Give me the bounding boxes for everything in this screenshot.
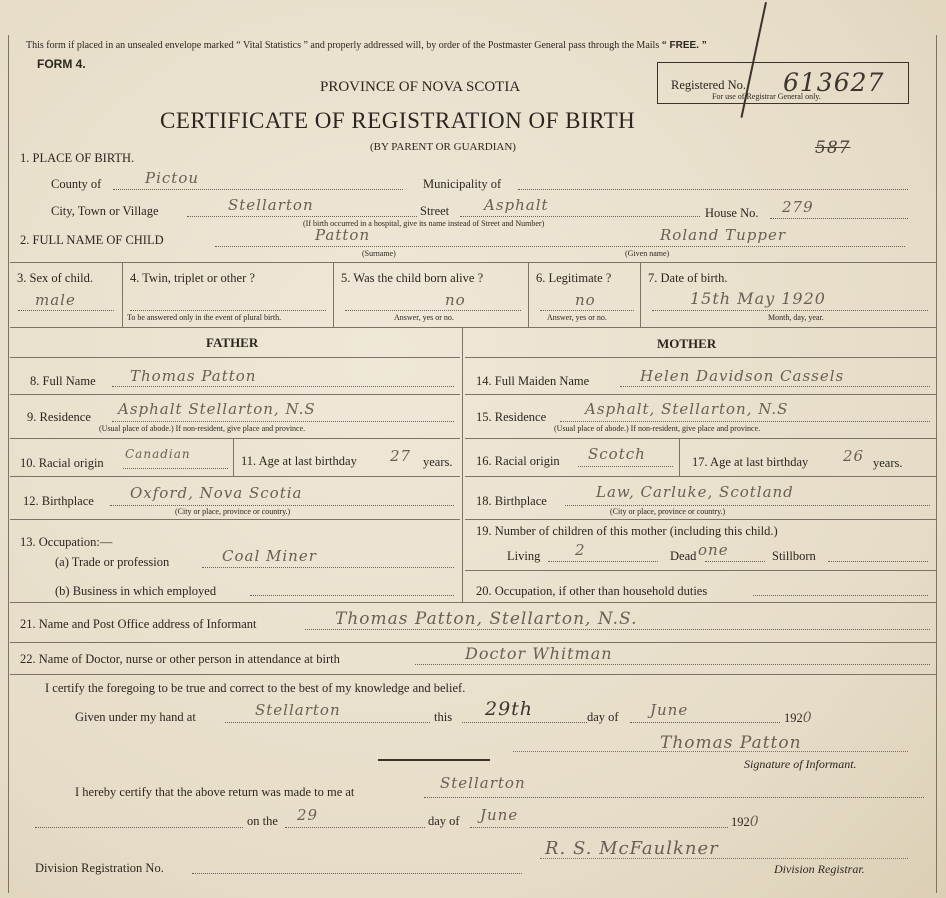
father-residence-line — [112, 421, 454, 422]
county-label: County of — [51, 177, 102, 191]
twin-line — [130, 310, 326, 311]
given-year-value: 0 — [802, 710, 813, 726]
mother-residence-note: (Usual place of abode.) If non-resident, give place and province. — [554, 424, 761, 433]
father-rule-12 — [10, 519, 460, 520]
divider-5-6 — [528, 262, 529, 327]
mother-residence-line — [560, 421, 930, 422]
registrar-day-label: day of — [428, 814, 460, 828]
living-value: 2 — [575, 541, 586, 559]
column-divider — [462, 327, 463, 602]
given-day-value: 29th — [485, 698, 534, 720]
trade-label: (a) Trade or profession — [55, 555, 170, 569]
left-border — [8, 35, 9, 893]
registered-label: Registered No. — [671, 78, 746, 92]
legitimate-line — [540, 310, 634, 311]
sex-value: male — [35, 291, 76, 309]
father-age-value: 27 — [390, 447, 412, 465]
dead-label: Dead — [670, 549, 697, 563]
registrar-text: I hereby certify that the above return was made to me at — [75, 785, 355, 799]
mother-racial-line — [578, 466, 673, 467]
certificate-subtitle: (BY PARENT OR GUARDIAN) — [370, 141, 516, 153]
living-label: Living — [507, 549, 541, 563]
stillborn-line — [828, 561, 928, 562]
mother-racial-label: 16. Racial origin — [476, 454, 560, 468]
informant-signature-label: Signature of Informant. — [744, 757, 857, 771]
dead-line — [705, 561, 765, 562]
rule-1 — [10, 262, 936, 263]
mother-birthplace-line — [565, 505, 930, 506]
mother-heading: MOTHER — [657, 336, 717, 351]
rule-3 — [10, 602, 936, 603]
given-place-value: Stellarton — [255, 701, 341, 719]
child-given-name: Roland Tupper — [660, 226, 787, 244]
division-registrar-label: Division Registrar. — [774, 862, 865, 876]
mother-birthplace-note: (City or place, province or country.) — [610, 507, 726, 516]
legitimate-note: Answer, yes or no. — [547, 313, 607, 322]
mother-name-line — [620, 386, 930, 387]
given-month-value: June — [650, 701, 689, 719]
registered-note: For use of Registrar General only. — [712, 92, 821, 101]
mother-rule-18 — [465, 519, 936, 520]
father-residence-value: Asphalt Stellarton, N.S — [118, 400, 316, 418]
postal-notice-text: This form if placed in an unsealed envelope marked “ Vital Statistics ” and properly addressed will, by order of the Postmaster General pass through the Mails — [26, 40, 660, 51]
rule-4 — [10, 642, 936, 643]
given-year — [784, 710, 813, 726]
mother-age-label: 17. Age at last birthday — [692, 455, 809, 469]
informant-line — [305, 629, 930, 630]
trade-value: Coal Miner — [222, 547, 317, 565]
on-label: on the — [247, 814, 278, 828]
mother-age-value: 26 — [843, 447, 865, 465]
county-line — [113, 189, 403, 190]
separator-bar — [378, 759, 490, 761]
mother-rule-14 — [465, 394, 936, 395]
mother-racial-value: Scotch — [588, 445, 646, 463]
father-name-line — [112, 386, 454, 387]
father-residence-note: (Usual place of abode.) If non-resident, give place and province. — [99, 424, 306, 433]
place-of-birth-heading: 1. PLACE OF BIRTH. — [20, 151, 135, 165]
mother-rule-19 — [465, 570, 936, 571]
street-label: Street — [420, 204, 450, 218]
father-birthplace-label: 12. Birthplace — [23, 494, 94, 508]
street-line — [460, 216, 700, 217]
mother-residence-label: 15. Residence — [476, 410, 547, 424]
given-label: Given under my hand at — [75, 710, 196, 724]
father-age-label: 11. Age at last birthday — [241, 454, 357, 468]
registrar-place-value: Stellarton — [440, 774, 526, 792]
free-label: “ FREE. ” — [661, 40, 707, 51]
trade-line — [202, 567, 454, 568]
informant-signature-line — [513, 751, 908, 752]
registrar-month-value: June — [480, 806, 519, 824]
given-day-label: day of — [587, 710, 619, 724]
child-name-label: 2. FULL NAME OF CHILD — [20, 233, 164, 247]
father-name-label: 8. Full Name — [30, 374, 96, 388]
twin-label: 4. Twin, triplet or other ? — [130, 271, 255, 285]
child-surname: Patton — [315, 226, 371, 244]
doctor-line — [415, 664, 930, 665]
father-head-rule — [10, 357, 460, 358]
registrar-place-line — [424, 797, 924, 798]
mother-occupation-label: 20. Occupation, if other than household duties — [476, 584, 708, 598]
city-label: City, Town or Village — [51, 204, 159, 218]
divider-3-4 — [122, 262, 123, 327]
day-line — [462, 722, 587, 723]
divider-4-5 — [333, 262, 334, 327]
dob-line — [652, 310, 928, 311]
month-line — [630, 722, 780, 723]
mother-rule-16 — [465, 476, 936, 477]
given-year-prefix: 192 — [784, 711, 803, 725]
given-note: (Given name) — [625, 249, 670, 258]
division-registration-label: Division Registration No. — [35, 861, 164, 875]
father-racial-label: 10. Racial origin — [20, 456, 104, 470]
this-label: this — [434, 710, 453, 724]
father-rule-10 — [10, 476, 460, 477]
legitimate-value: no — [575, 291, 596, 309]
rule-5 — [10, 674, 936, 675]
registrar-month-line — [470, 827, 728, 828]
mother-years: years. — [873, 456, 903, 470]
mother-head-rule — [465, 357, 936, 358]
father-racial-value: Canadian — [125, 447, 191, 461]
municipality-label: Municipality of — [423, 177, 502, 191]
father-heading: FATHER — [206, 335, 259, 350]
living-line — [548, 561, 658, 562]
father-birthplace-line — [110, 505, 454, 506]
county-value: Pictou — [145, 169, 200, 187]
alive-label: 5. Was the child born alive ? — [341, 271, 484, 285]
registered-number: 613627 — [783, 68, 885, 97]
on-line — [285, 827, 425, 828]
dob-value: 15th May 1920 — [690, 289, 826, 308]
mother-birthplace-value: Law, Carluke, Scotland — [596, 483, 794, 501]
father-name-value: Thomas Patton — [130, 367, 257, 385]
registrar-prefix-line — [35, 827, 243, 828]
father-residence-label: 9. Residence — [27, 410, 91, 424]
registrar-year-value: 0 — [749, 814, 760, 830]
mother-name-value: Helen Davidson Cassels — [640, 367, 845, 385]
informant-label: 21. Name and Post Office address of Informant — [20, 617, 257, 631]
father-rule-8 — [10, 394, 460, 395]
informant-value: Thomas Patton, Stellarton, N.S. — [335, 609, 638, 629]
dead-value: one — [698, 541, 729, 559]
given-place-line — [225, 722, 430, 723]
registrar-signature-line — [540, 858, 908, 859]
mother-name-label: 14. Full Maiden Name — [476, 374, 590, 388]
mother-rule-15 — [465, 438, 936, 439]
doctor-value: Doctor Whitman — [465, 644, 613, 663]
form-number: FORM 4. — [37, 57, 86, 71]
certify-text: I certify the foregoing to be true and correct to the best of my knowledge and belief. — [45, 681, 466, 695]
city-value: Stellarton — [228, 196, 314, 214]
doctor-label: 22. Name of Doctor, nurse or other person in attendance at birth — [20, 652, 340, 666]
rule-2 — [10, 327, 936, 328]
children-label: 19. Number of children of this mother (including this child.) — [476, 524, 778, 538]
sex-label: 3. Sex of child. — [17, 271, 94, 285]
father-birthplace-note: (City or place, province or country.) — [175, 507, 291, 516]
occupation-label: 13. Occupation:— — [20, 535, 113, 549]
business-label: (b) Business in which employed — [55, 584, 217, 598]
struck-number: 587 — [815, 138, 851, 158]
registrar-year-prefix: 192 — [731, 815, 750, 829]
father-years: years. — [423, 455, 453, 469]
alive-value: no — [445, 291, 466, 309]
mother-birthplace-label: 18. Birthplace — [476, 494, 547, 508]
right-border — [936, 35, 937, 893]
hospital-note: (If birth occurred in a hospital, give its name instead of Street and Number) — [303, 219, 545, 228]
stillborn-label: Stillborn — [772, 549, 816, 563]
house-value: 279 — [782, 198, 814, 216]
alive-note: Answer, yes or no. — [394, 313, 454, 322]
division-registration-line — [192, 873, 522, 874]
business-line — [250, 595, 454, 596]
province-heading: PROVINCE OF NOVA SCOTIA — [320, 79, 521, 95]
father-birthplace-value: Oxford, Nova Scotia — [130, 484, 303, 502]
sex-line — [18, 310, 114, 311]
informant-signature: Thomas Patton — [660, 733, 802, 753]
twin-note: To be answered only in the event of plural birth. — [127, 313, 282, 322]
dob-label: 7. Date of birth. — [648, 271, 728, 285]
certificate-title: CERTIFICATE OF REGISTRATION OF BIRTH — [160, 108, 636, 133]
divider-6-7 — [640, 262, 641, 327]
registrar-signature: R. S. McFaulkner — [545, 838, 719, 859]
father-rule-9 — [10, 438, 460, 439]
child-name-line — [215, 246, 905, 247]
registrar-year — [731, 814, 760, 830]
house-line — [770, 218, 908, 219]
alive-line — [345, 310, 521, 311]
legitimate-label: 6. Legitimate ? — [536, 271, 612, 285]
on-value: 29 — [297, 806, 319, 824]
mother-residence-value: Asphalt, Stellarton, N.S — [585, 400, 789, 418]
municipality-line — [518, 189, 908, 190]
father-age-divider — [233, 438, 234, 476]
father-racial-line — [123, 468, 228, 469]
dob-note: Month, day, year. — [768, 313, 824, 322]
postal-notice — [26, 40, 707, 51]
house-label: House No. — [705, 206, 759, 220]
street-value: Asphalt — [484, 196, 549, 214]
mother-occupation-line — [753, 595, 928, 596]
city-line — [187, 216, 417, 217]
registered-box — [657, 62, 909, 104]
surname-note: (Surname) — [362, 249, 396, 258]
mother-age-divider — [679, 438, 680, 476]
